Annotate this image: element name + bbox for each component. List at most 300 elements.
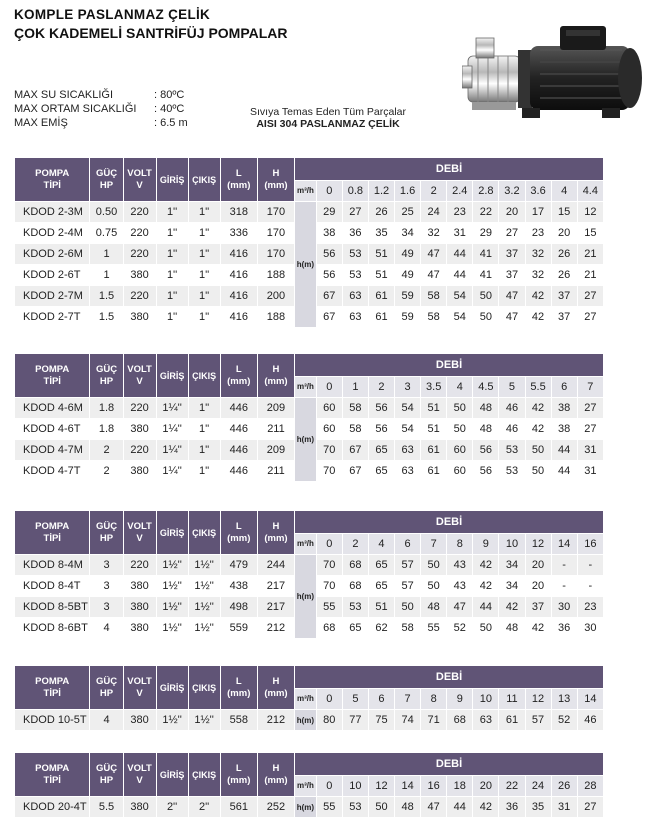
head-value: 75 bbox=[369, 710, 394, 730]
head-value: 43 bbox=[447, 576, 472, 596]
head-value: - bbox=[578, 555, 603, 575]
head-unit-cell: h(m) bbox=[295, 710, 316, 730]
head-value: 35 bbox=[526, 797, 551, 817]
col-guc-text: HP bbox=[99, 179, 114, 191]
head-value: 38 bbox=[317, 223, 342, 243]
col-volt-text: VOLT bbox=[127, 363, 152, 375]
col-pompa-text: POMPA bbox=[35, 520, 70, 532]
head-value: 20 bbox=[499, 202, 524, 222]
head-value: 61 bbox=[369, 286, 394, 306]
head-value: 54 bbox=[395, 419, 420, 439]
cell-hp: 1 bbox=[90, 265, 122, 285]
head-value: 37 bbox=[526, 597, 551, 617]
head-value: 53 bbox=[343, 265, 368, 285]
col-pompa-text: POMPA bbox=[35, 363, 70, 375]
col-cikis-text: ÇIKIŞ bbox=[192, 769, 217, 780]
cell-giris: 1'' bbox=[157, 244, 188, 264]
col-giris bbox=[157, 158, 188, 201]
head-value: 32 bbox=[526, 265, 551, 285]
pump-table bbox=[14, 353, 604, 482]
flow-header: 0 bbox=[317, 181, 342, 201]
head-value: 67 bbox=[343, 440, 368, 460]
head-value: 15 bbox=[578, 223, 603, 243]
cell-cikis: 1'' bbox=[189, 265, 220, 285]
flow-header: 3.5 bbox=[421, 377, 446, 397]
col-l bbox=[221, 753, 257, 796]
flow-header: 4.5 bbox=[473, 377, 498, 397]
head-value: 60 bbox=[447, 440, 472, 460]
col-guc-text: GÜÇ bbox=[95, 762, 118, 774]
cell-giris: 1'' bbox=[157, 265, 188, 285]
col-pompa bbox=[15, 354, 89, 397]
flow-header: 2.8 bbox=[473, 181, 498, 201]
head-value: 35 bbox=[369, 223, 394, 243]
cell-model: KDOD 2-6T bbox=[15, 265, 89, 285]
head-value: - bbox=[552, 555, 577, 575]
pump-table bbox=[14, 510, 604, 639]
cell-giris: 1¼'' bbox=[157, 440, 188, 460]
cell-cikis: 1'' bbox=[189, 440, 220, 460]
col-guc bbox=[90, 158, 122, 201]
col-volt-text: V bbox=[136, 179, 143, 191]
col-cikis bbox=[189, 354, 220, 397]
flow-header: 26 bbox=[552, 776, 577, 796]
head-value: 54 bbox=[447, 307, 472, 327]
flow-header: 28 bbox=[578, 776, 603, 796]
head-value: 50 bbox=[473, 286, 498, 306]
head-value: 70 bbox=[317, 555, 342, 575]
cell-cikis: 1½'' bbox=[189, 710, 220, 730]
col-l-text: L bbox=[235, 167, 242, 179]
head-value: 68 bbox=[343, 555, 368, 575]
cell-l: 318 bbox=[221, 202, 257, 222]
col-unit bbox=[295, 377, 316, 397]
head-value: 59 bbox=[395, 307, 420, 327]
cell-model: KDOD 2-7M bbox=[15, 286, 89, 306]
col-l bbox=[221, 511, 257, 554]
head-value: 61 bbox=[369, 307, 394, 327]
head-value: 56 bbox=[473, 461, 498, 481]
head-value: 42 bbox=[473, 555, 498, 575]
cell-l: 416 bbox=[221, 286, 257, 306]
col-giris bbox=[157, 511, 188, 554]
col-h-text: H bbox=[272, 675, 280, 687]
head-value: 53 bbox=[499, 440, 524, 460]
col-guc bbox=[90, 753, 122, 796]
head-value: 12 bbox=[578, 202, 603, 222]
col-giris-text: GİRİŞ bbox=[159, 682, 185, 693]
head-value: 27 bbox=[578, 307, 603, 327]
head-value: 51 bbox=[369, 597, 394, 617]
head-value: 63 bbox=[343, 286, 368, 306]
head-value: 58 bbox=[421, 286, 446, 306]
head-value: 34 bbox=[395, 223, 420, 243]
head-value: 42 bbox=[499, 597, 524, 617]
col-pompa-text: TİPİ bbox=[43, 774, 61, 786]
col-h bbox=[258, 511, 294, 554]
head-value: 50 bbox=[447, 398, 472, 418]
cell-cikis: 1'' bbox=[189, 223, 220, 243]
cell-model: KDOD 2-4M bbox=[15, 223, 89, 243]
cell-cikis: 1½'' bbox=[189, 597, 220, 617]
flow-header: 0.8 bbox=[343, 181, 368, 201]
cell-l: 336 bbox=[221, 223, 257, 243]
col-pompa bbox=[15, 666, 89, 709]
head-value: 34 bbox=[499, 576, 524, 596]
col-guc-text: HP bbox=[99, 532, 114, 544]
head-value: 31 bbox=[552, 797, 577, 817]
head-value: 58 bbox=[421, 307, 446, 327]
spec-row bbox=[14, 88, 188, 102]
col-volt-text: VOLT bbox=[127, 675, 152, 687]
pump-table bbox=[14, 157, 604, 328]
head-value: 59 bbox=[395, 286, 420, 306]
head-value: 48 bbox=[421, 597, 446, 617]
cell-giris: 1¼'' bbox=[157, 419, 188, 439]
head-value: 37 bbox=[552, 307, 577, 327]
col-h-text: (mm) bbox=[264, 687, 288, 699]
col-l-text: (mm) bbox=[227, 179, 251, 191]
cell-h: 170 bbox=[258, 202, 294, 222]
head-value: 48 bbox=[473, 419, 498, 439]
head-value: 46 bbox=[499, 419, 524, 439]
flow-header: 2 bbox=[369, 377, 394, 397]
col-l bbox=[221, 666, 257, 709]
col-guc-text: HP bbox=[99, 774, 114, 786]
head-value: 68 bbox=[343, 576, 368, 596]
head-value: 47 bbox=[421, 797, 446, 817]
head-value: 53 bbox=[343, 244, 368, 264]
cell-hp: 5.5 bbox=[90, 797, 122, 817]
cell-giris: 1½'' bbox=[157, 597, 188, 617]
flow-header: 8 bbox=[421, 689, 446, 709]
head-value: 38 bbox=[552, 419, 577, 439]
head-value: 41 bbox=[473, 244, 498, 264]
flow-header: 8 bbox=[447, 534, 472, 554]
cell-hp: 3 bbox=[90, 597, 122, 617]
flow-header: 0 bbox=[317, 776, 342, 796]
col-l-text: L bbox=[235, 520, 242, 532]
cell-giris: 2'' bbox=[157, 797, 188, 817]
cell-hp: 1.5 bbox=[90, 307, 122, 327]
cell-h: 211 bbox=[258, 461, 294, 481]
cell-h: 209 bbox=[258, 440, 294, 460]
cell-l: 559 bbox=[221, 618, 257, 638]
flow-header: 1 bbox=[343, 377, 368, 397]
head-value: 38 bbox=[552, 398, 577, 418]
col-giris-text: GİRİŞ bbox=[159, 527, 185, 538]
cell-model: KDOD 8-4M bbox=[15, 555, 89, 575]
flow-header: 2 bbox=[343, 534, 368, 554]
head-value: 67 bbox=[317, 307, 342, 327]
cell-hp: 1 bbox=[90, 244, 122, 264]
flow-header: 12 bbox=[526, 534, 551, 554]
cell-l: 446 bbox=[221, 440, 257, 460]
head-value: - bbox=[578, 576, 603, 596]
table-row bbox=[15, 710, 603, 730]
head-value: 56 bbox=[317, 265, 342, 285]
col-giris-text: GİRİŞ bbox=[159, 769, 185, 780]
flow-header: 13 bbox=[552, 689, 577, 709]
flow-header: 7 bbox=[578, 377, 603, 397]
head-value: 27 bbox=[578, 286, 603, 306]
head-value: 17 bbox=[526, 202, 551, 222]
col-debi-text: DEBİ bbox=[435, 671, 463, 683]
col-pompa-text: TİPİ bbox=[43, 532, 61, 544]
cell-volt: 380 bbox=[124, 618, 156, 638]
spec-label: MAX ORTAM SICAKLIĞI bbox=[14, 103, 137, 115]
cell-giris: 1'' bbox=[157, 202, 188, 222]
cell-model: KDOD 2-7T bbox=[15, 307, 89, 327]
head-value: 58 bbox=[395, 618, 420, 638]
head-value: 56 bbox=[369, 398, 394, 418]
flow-header: 4.4 bbox=[578, 181, 603, 201]
head-value: 42 bbox=[526, 419, 551, 439]
cell-volt: 380 bbox=[124, 710, 156, 730]
col-h-text: (mm) bbox=[264, 179, 288, 191]
head-value: 47 bbox=[421, 244, 446, 264]
head-value: 49 bbox=[395, 244, 420, 264]
flow-header: 6 bbox=[395, 534, 420, 554]
cell-giris: 1'' bbox=[157, 223, 188, 243]
cell-cikis: 1'' bbox=[189, 244, 220, 264]
cell-h: 200 bbox=[258, 286, 294, 306]
head-value: 65 bbox=[369, 555, 394, 575]
col-unit bbox=[295, 776, 316, 796]
table-row bbox=[15, 398, 603, 418]
cell-volt: 380 bbox=[124, 576, 156, 596]
flow-header: 6 bbox=[552, 377, 577, 397]
col-volt-text: VOLT bbox=[127, 167, 152, 179]
head-value: 36 bbox=[343, 223, 368, 243]
cell-l: 438 bbox=[221, 576, 257, 596]
head-value: 42 bbox=[526, 618, 551, 638]
head-value: 65 bbox=[343, 618, 368, 638]
col-guc-text: GÜÇ bbox=[95, 520, 118, 532]
col-guc-text: GÜÇ bbox=[95, 167, 118, 179]
head-value: 70 bbox=[317, 576, 342, 596]
cell-h: 217 bbox=[258, 597, 294, 617]
head-unit-cell: h(m) bbox=[295, 202, 316, 327]
head-value: 53 bbox=[499, 461, 524, 481]
cell-cikis: 1'' bbox=[189, 307, 220, 327]
flow-header: 4 bbox=[369, 534, 394, 554]
col-volt-text: V bbox=[136, 774, 143, 786]
head-value: 37 bbox=[552, 286, 577, 306]
head-value: 67 bbox=[317, 286, 342, 306]
head-value: 65 bbox=[369, 440, 394, 460]
cell-volt: 220 bbox=[124, 244, 156, 264]
head-value: 70 bbox=[317, 440, 342, 460]
head-value: 47 bbox=[421, 265, 446, 285]
cell-model: KDOD 10-5T bbox=[15, 710, 89, 730]
head-value: 54 bbox=[447, 286, 472, 306]
flow-header: 10 bbox=[499, 534, 524, 554]
head-value: 37 bbox=[499, 244, 524, 264]
head-value: 20 bbox=[526, 576, 551, 596]
cell-hp: 1.8 bbox=[90, 398, 122, 418]
head-value: 26 bbox=[552, 265, 577, 285]
cell-model: KDOD 8-6BT bbox=[15, 618, 89, 638]
head-value: 58 bbox=[343, 398, 368, 418]
pump-table bbox=[14, 752, 604, 818]
col-l-text: (mm) bbox=[227, 687, 251, 699]
col-unit-text: m³/h bbox=[296, 694, 314, 703]
flow-header: 18 bbox=[447, 776, 472, 796]
cell-h: 217 bbox=[258, 576, 294, 596]
head-value: 23 bbox=[578, 597, 603, 617]
head-value: 37 bbox=[499, 265, 524, 285]
pump-image bbox=[462, 16, 647, 136]
col-unit-text: m³/h bbox=[296, 781, 314, 790]
head-value: 54 bbox=[395, 398, 420, 418]
col-guc-text: GÜÇ bbox=[95, 363, 118, 375]
flow-header: 16 bbox=[578, 534, 603, 554]
head-value: 43 bbox=[447, 555, 472, 575]
head-value: 49 bbox=[395, 265, 420, 285]
head-value: 29 bbox=[473, 223, 498, 243]
head-value: 25 bbox=[395, 202, 420, 222]
head-value: 55 bbox=[317, 597, 342, 617]
cell-volt: 220 bbox=[124, 223, 156, 243]
col-unit-text: m³/h bbox=[296, 539, 314, 548]
col-giris-text: GİRİŞ bbox=[159, 370, 185, 381]
head-value: 51 bbox=[369, 244, 394, 264]
flow-header: 20 bbox=[473, 776, 498, 796]
head-value: 46 bbox=[499, 398, 524, 418]
head-value: 53 bbox=[343, 797, 368, 817]
head-value: 57 bbox=[395, 555, 420, 575]
col-unit-text: m³/h bbox=[296, 186, 314, 195]
cell-volt: 380 bbox=[124, 419, 156, 439]
col-h-text: (mm) bbox=[264, 774, 288, 786]
flow-header: 1.2 bbox=[369, 181, 394, 201]
head-value: 42 bbox=[473, 797, 498, 817]
col-h bbox=[258, 666, 294, 709]
col-cikis-text: ÇIKIŞ bbox=[192, 527, 217, 538]
cell-cikis: 1½'' bbox=[189, 576, 220, 596]
cell-l: 416 bbox=[221, 307, 257, 327]
flow-header: 12 bbox=[526, 689, 551, 709]
cell-l: 416 bbox=[221, 265, 257, 285]
col-h bbox=[258, 753, 294, 796]
flow-header: 14 bbox=[552, 534, 577, 554]
col-pompa bbox=[15, 753, 89, 796]
col-cikis bbox=[189, 511, 220, 554]
flow-header: 9 bbox=[447, 689, 472, 709]
head-value: 60 bbox=[447, 461, 472, 481]
head-value: 67 bbox=[343, 461, 368, 481]
cell-cikis: 1'' bbox=[189, 286, 220, 306]
cell-hp: 4 bbox=[90, 618, 122, 638]
flow-header: 0 bbox=[317, 534, 342, 554]
head-value: 57 bbox=[395, 576, 420, 596]
cell-model: KDOD 20-4T bbox=[15, 797, 89, 817]
flow-header: 12 bbox=[369, 776, 394, 796]
head-value: 47 bbox=[447, 597, 472, 617]
head-value: 47 bbox=[499, 307, 524, 327]
head-value: 71 bbox=[421, 710, 446, 730]
col-volt bbox=[124, 753, 156, 796]
spec-label: MAX EMİŞ bbox=[14, 117, 68, 129]
head-value: 53 bbox=[343, 597, 368, 617]
head-value: 48 bbox=[499, 618, 524, 638]
head-value: 68 bbox=[447, 710, 472, 730]
cell-l: 479 bbox=[221, 555, 257, 575]
title-pompalar: ÇOK KADEMELİ SANTRİFÜJ POMPALAR bbox=[14, 25, 288, 41]
head-value: 52 bbox=[447, 618, 472, 638]
head-unit-cell: h(m) bbox=[295, 555, 316, 638]
col-h-text: H bbox=[272, 520, 280, 532]
head-value: 58 bbox=[343, 419, 368, 439]
head-value: 63 bbox=[473, 710, 498, 730]
flow-header: 0 bbox=[317, 377, 342, 397]
spec-label: MAX SU SICAKLIĞI bbox=[14, 89, 114, 101]
head-value: 21 bbox=[578, 265, 603, 285]
col-cikis bbox=[189, 158, 220, 201]
col-unit bbox=[295, 181, 316, 201]
head-value: 50 bbox=[473, 618, 498, 638]
head-value: 24 bbox=[421, 202, 446, 222]
col-debi-text: DEBİ bbox=[435, 516, 463, 528]
cell-cikis: 1'' bbox=[189, 419, 220, 439]
head-value: 62 bbox=[369, 618, 394, 638]
col-l-text: (mm) bbox=[227, 532, 251, 544]
head-value: 22 bbox=[473, 202, 498, 222]
col-l-text: (mm) bbox=[227, 774, 251, 786]
head-value: 63 bbox=[343, 307, 368, 327]
cell-cikis: 1'' bbox=[189, 398, 220, 418]
col-volt-text: V bbox=[136, 687, 143, 699]
cell-giris: 1'' bbox=[157, 286, 188, 306]
col-l bbox=[221, 158, 257, 201]
material-note-line2: AISI 304 PASLANMAZ ÇELİK bbox=[256, 118, 400, 130]
flow-header: 5 bbox=[499, 377, 524, 397]
cell-h: 252 bbox=[258, 797, 294, 817]
cell-l: 498 bbox=[221, 597, 257, 617]
head-value: 44 bbox=[552, 461, 577, 481]
cell-volt: 380 bbox=[124, 461, 156, 481]
col-h bbox=[258, 354, 294, 397]
col-l-text: (mm) bbox=[227, 375, 251, 387]
col-volt-text: VOLT bbox=[127, 520, 152, 532]
cell-volt: 220 bbox=[124, 398, 156, 418]
flow-header: 0 bbox=[317, 689, 342, 709]
flow-header: 3.2 bbox=[499, 181, 524, 201]
col-debi bbox=[295, 511, 603, 533]
cell-volt: 220 bbox=[124, 202, 156, 222]
cell-l: 416 bbox=[221, 244, 257, 264]
head-value: 27 bbox=[578, 797, 603, 817]
cell-h: 244 bbox=[258, 555, 294, 575]
col-guc bbox=[90, 666, 122, 709]
head-value: 70 bbox=[317, 461, 342, 481]
col-volt bbox=[124, 511, 156, 554]
head-value: 77 bbox=[343, 710, 368, 730]
flow-header: 4 bbox=[447, 377, 472, 397]
head-value: 61 bbox=[499, 710, 524, 730]
col-pompa-text: POMPA bbox=[35, 167, 70, 179]
spec-row bbox=[14, 102, 188, 116]
cell-cikis: 1½'' bbox=[189, 555, 220, 575]
col-h-text: H bbox=[272, 363, 280, 375]
cell-volt: 220 bbox=[124, 286, 156, 306]
cell-h: 209 bbox=[258, 398, 294, 418]
col-cikis bbox=[189, 753, 220, 796]
head-value: 52 bbox=[552, 710, 577, 730]
head-value: 26 bbox=[369, 202, 394, 222]
col-pompa-text: POMPA bbox=[35, 762, 70, 774]
